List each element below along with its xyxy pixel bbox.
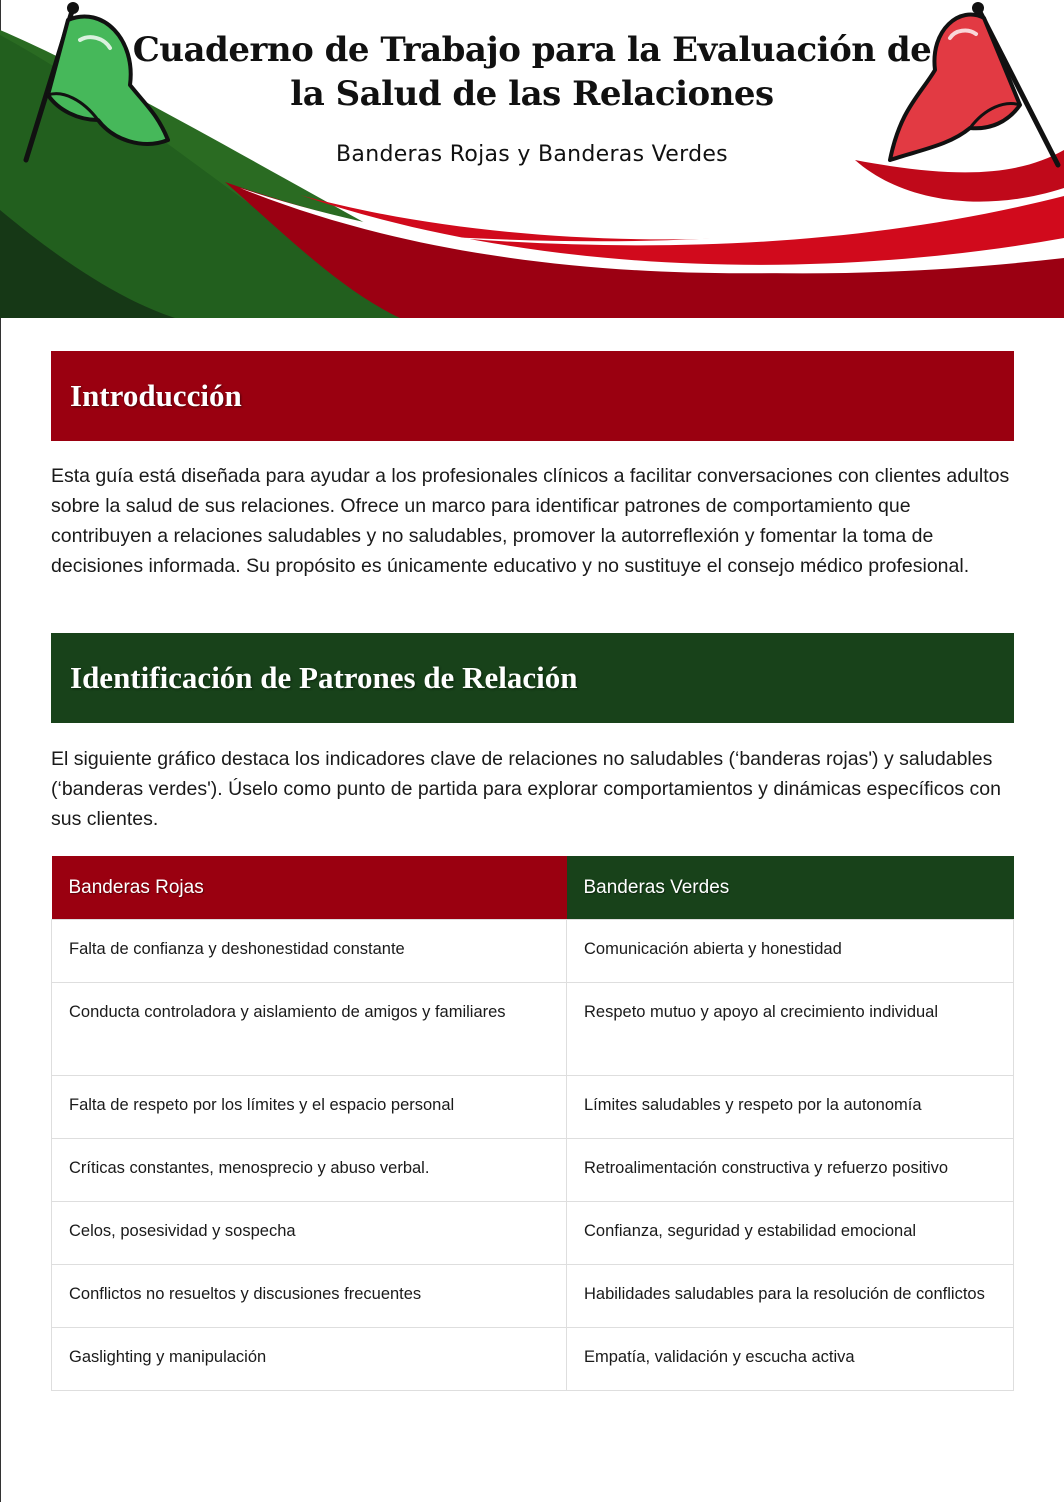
- intro-paragraph: Esta guía está diseñada para ayudar a los profesionales clínicos a facilitar conversaciones con clientes adultos sobre la salud de sus relaciones. Ofrece un marco para identificar patrones de comportamiento que contribuyen a relaciones saludables y no saludables, promover la autorreflexión y fomentar la toma de decisiones informada. Su propósito es únicamente educativo y no sustituye el consejo médico profesional.: [51, 465, 1010, 577]
- table-row: [52, 1076, 1014, 1139]
- flags-table: [51, 856, 1014, 1391]
- green-flag-cell: Empatía, validación y escucha activa: [567, 1328, 1014, 1391]
- green-flag-cell: Retroalimentación constructiva y refuerzo positivo: [567, 1139, 1014, 1202]
- red-flag-cell: Gaslighting y manipulación: [52, 1328, 567, 1391]
- page-title: Cuaderno de Trabajo para la Evaluación de la Salud de las Relaciones: [132, 30, 932, 114]
- red-flag-cell: Conducta controladora y aislamiento de amigos y familiares: [52, 983, 567, 1076]
- green-flag-cell: Límites saludables y respeto por la autonomía: [567, 1076, 1014, 1139]
- section-heading-patrones: Identificación de Patrones de Relación: [51, 633, 1014, 723]
- green-flag-cell: Habilidades saludables para la resolución de conflictos: [567, 1265, 1014, 1328]
- table-row: [52, 1139, 1014, 1202]
- page-subtitle: Banderas Rojas y Banderas Verdes: [336, 142, 728, 167]
- patterns-paragraph: El siguiente gráfico destaca los indicadores clave de relaciones no saludables (‘banderas rojas') y saludables (‘banderas verdes'). Úselo como punto de partida para explorar comportamientos y dinámicas específicos con sus clientes.: [51, 748, 1001, 830]
- red-flag-cell: Falta de respeto por los límites y el espacio personal: [52, 1076, 567, 1139]
- header-banner: [0, 0, 1064, 318]
- red-flag-cell: Conflictos no resueltos y discusiones frecuentes: [52, 1265, 567, 1328]
- table-header-row: [52, 856, 1014, 920]
- section-heading-introduccion: Introducción: [51, 351, 1014, 441]
- table-row: [52, 920, 1014, 983]
- green-flag-cell: Respeto mutuo y apoyo al crecimiento individual: [567, 983, 1014, 1076]
- red-flag-cell: Falta de confianza y deshonestidad constante: [52, 920, 567, 983]
- header-red-flags: Banderas Rojas: [52, 856, 567, 920]
- red-flag-cell: Críticas constantes, menosprecio y abuso verbal.: [52, 1139, 567, 1202]
- green-flag-cell: Confianza, seguridad y estabilidad emocional: [567, 1202, 1014, 1265]
- red-flag-cell: Celos, posesividad y sospecha: [52, 1202, 567, 1265]
- table-row: [52, 1265, 1014, 1328]
- green-flag-cell: Comunicación abierta y honestidad: [567, 920, 1014, 983]
- table-row: [52, 1328, 1014, 1391]
- table-row: [52, 983, 1014, 1076]
- table-row: [52, 1202, 1014, 1265]
- header-green-flags: Banderas Verdes: [567, 856, 1014, 920]
